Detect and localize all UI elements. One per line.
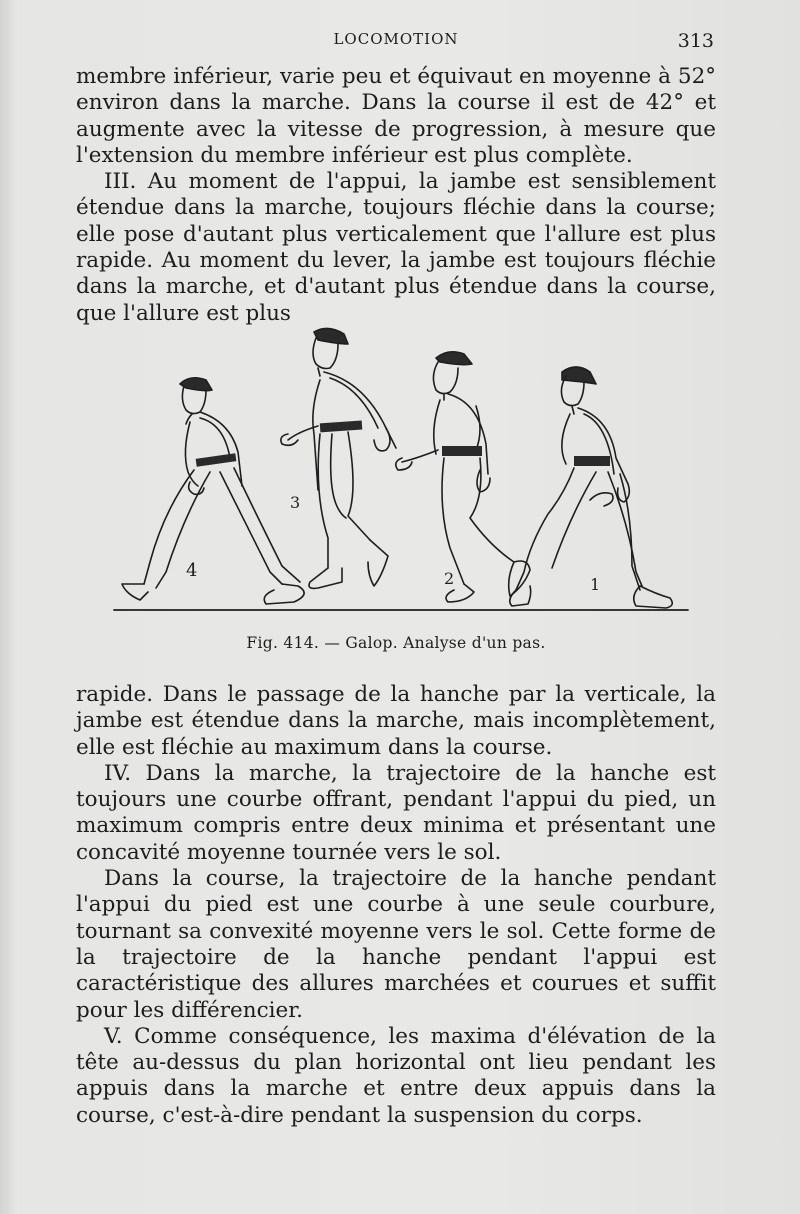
text-block-bottom: [76, 682, 716, 1129]
paragraph: IV. Dans la marche, la trajectoire de la hanche est toujours une courbe offrant, pendant l'appui du pied, un maximum compris entre deux minima et présentant une concavité moyenne tournée vers le sol.: [76, 760, 716, 865]
figure-gallop-analysis: [110, 322, 690, 622]
phase-label-1: 1: [590, 575, 601, 594]
phase-label-2: 2: [444, 569, 455, 588]
running-head: [76, 30, 716, 54]
runner-figure-3: [281, 328, 396, 588]
figure-caption: Fig. 414. — Galop. Analyse d'un pas.: [246, 634, 546, 652]
gallop-illustration: [110, 322, 690, 622]
phase-label-4: 4: [186, 560, 198, 581]
paragraph: III. Au moment de l'appui, la jambe est sensiblement étendue dans la marche, toujours fléchie dans la course; elle pose d'autant plus verticalement que l'allure est plus rapide. Au moment du lever, la jambe est toujours fléchie dans la marche, et d'autant plus étendue dans la course, que l'allure est plus: [76, 169, 716, 326]
text-block-top: [76, 64, 716, 327]
page-number: 313: [677, 30, 714, 52]
runner-figure-1: [510, 367, 673, 608]
paragraph: V. Comme conséquence, les maxima d'élévation de la tête au-dessus du plan horizontal ont lieu pendant les appuis dans la marche et entre deux appuis dans la course, c'est-à-dire pendant la suspension du corps.: [76, 1023, 716, 1128]
runner-figure-2: [396, 352, 530, 602]
running-title: LOCOMOTION: [333, 30, 459, 48]
paragraph: membre inférieur, varie peu et équivaut en moyenne à 52° environ dans la marche. Dans la course il est de 42° et augmente avec la vitesse de progression, à mesure que l'extension du membre inférieur est plus complète.: [76, 64, 716, 168]
paragraph: rapide. Dans le passage de la hanche par la verticale, la jambe est étendue dans la marche, mais incomplètement, elle est fléchie au maximum dans la course.: [76, 682, 716, 760]
phase-label-3: 3: [290, 493, 301, 512]
runner-figure-4: [122, 378, 304, 604]
paragraph: Dans la course, la trajectoire de la hanche pendant l'appui du pied est une courbe à une seule courbure, tournant sa convexité moyenne vers le sol. Cette forme de la trajectoire de la hanche pendant l'appui est caractéristique des allures marchées et courues et suffit pour les différencier.: [76, 866, 716, 1023]
